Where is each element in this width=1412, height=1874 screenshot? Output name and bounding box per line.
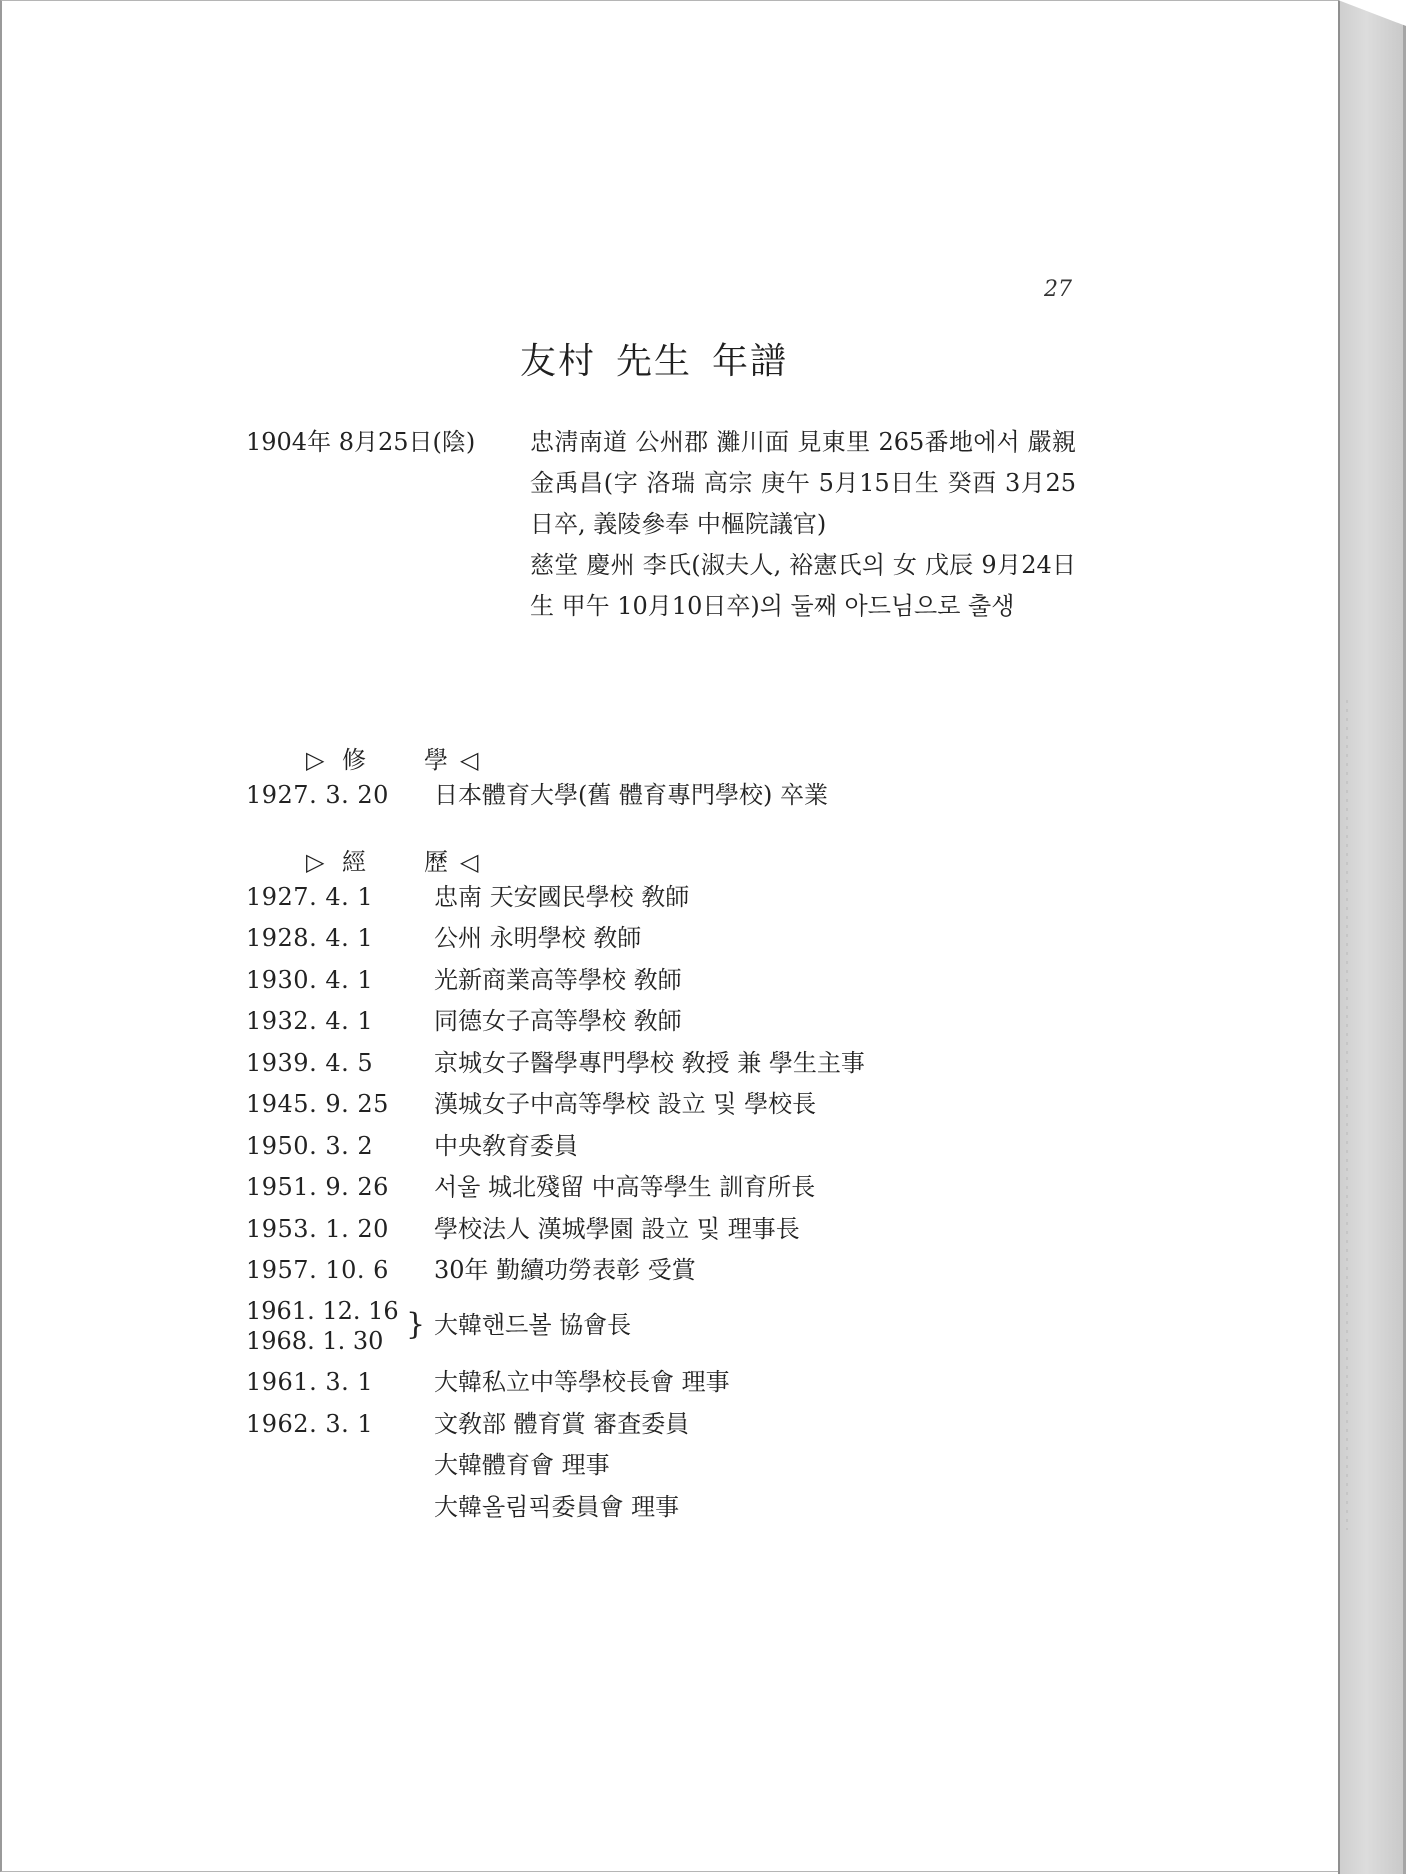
entry-date-from: 1961. 12. 16	[246, 1297, 399, 1325]
page-stack-edge	[1338, 0, 1406, 1874]
entry-text: 文敎部 體育賞 審査委員	[434, 1410, 690, 1438]
entry-date: 1928. 4. 1	[246, 924, 374, 952]
chronology-entry	[246, 778, 828, 812]
entry-date: 1932. 4. 1	[246, 1007, 374, 1035]
birth-text	[530, 422, 1076, 627]
entry-date: 1962. 3. 1	[246, 1410, 374, 1438]
entry-text: 光新商業高等學校 敎師	[434, 966, 682, 994]
entry-date-range	[246, 1296, 399, 1356]
brace-symbol: }	[406, 1307, 426, 1342]
title-word-3: 年譜	[712, 341, 789, 382]
close-triangle-icon: ◁	[460, 848, 479, 876]
entry-text: 서울 城北殘留 中高等學生 訓育所長	[434, 1173, 816, 1201]
entry-text: 同德女子高等學校 敎師	[434, 1007, 682, 1035]
entry-text: 30年 勤續功勞表彰 受賞	[434, 1256, 696, 1284]
scan-artifact	[1346, 700, 1348, 1530]
entry-text: 大韓私立中等學校長會 理事	[434, 1368, 730, 1396]
entry-date-to: 1968. 1. 30	[246, 1327, 384, 1355]
entry-date: 1961. 3. 1	[246, 1368, 374, 1396]
entry-text: 大韓體育會 理事	[434, 1451, 610, 1479]
entry-date: 1927. 3. 20	[246, 781, 389, 809]
section-label: 修	[342, 746, 366, 774]
section-label: 學	[424, 746, 448, 774]
birth-date: 1904年 8月25日(陰)	[246, 428, 476, 456]
entry-text: 漢城女子中高等學校 設立 및 學校長	[434, 1090, 817, 1118]
chronology-entry	[246, 1407, 689, 1441]
entry-date: 1957. 10. 6	[246, 1256, 389, 1284]
entry-date: 1927. 4. 1	[246, 883, 374, 911]
birth-paragraph: 忠淸南道 公州郡 灘川面 見東里 265番地에서 嚴親 金禹昌(字 洛瑞 高宗 庚午 5月15日生 癸酉 3月25日卒, 義陵參奉 中樞院議官)	[530, 428, 1076, 538]
chronology-entry	[246, 1129, 578, 1163]
entry-text: 日本體育大學(舊 體育專門學校) 卒業	[434, 781, 828, 809]
entry-text: 中央敎育委員	[434, 1132, 578, 1160]
chronology-entry	[246, 1087, 816, 1121]
title-word-2: 先生	[616, 341, 693, 382]
chronology-entry	[246, 921, 641, 955]
entry-text: 京城女子醫學專門學校 敎授 兼 學生主事	[434, 1049, 865, 1077]
section-heading-career	[306, 842, 478, 877]
chronology-entry	[246, 880, 689, 914]
chronology-entry	[246, 963, 682, 997]
entry-text: 學校法人 漢城學園 設立 및 理事長	[434, 1215, 800, 1243]
chronology-entry	[246, 1004, 682, 1038]
entry-date: 1939. 4. 5	[246, 1049, 374, 1077]
chronology-entry-continued	[434, 1448, 610, 1482]
section-label: 經	[342, 848, 366, 876]
title-word-1: 友村	[520, 341, 597, 382]
birth-paragraph: 慈堂 慶州 李氏(淑夫人, 裕憲氏의 女 戊辰 9月24日生 甲午 10月10日卒)의 둘째 아드님으로 출생	[530, 551, 1076, 620]
entry-date: 1930. 4. 1	[246, 966, 374, 994]
chronology-entry	[246, 1253, 696, 1287]
entry-text: 大韓올림픽委員會 理事	[434, 1493, 680, 1521]
chronology-entry	[246, 1365, 730, 1399]
entry-date: 1950. 3. 2	[246, 1132, 374, 1160]
entry-date: 1951. 9. 26	[246, 1173, 389, 1201]
entry-text: 忠南 天安國民學校 敎師	[434, 883, 690, 911]
chronology-entry	[246, 1170, 815, 1204]
page-title	[520, 333, 808, 384]
entry-date: 1953. 1. 20	[246, 1215, 389, 1243]
chronology-entry	[246, 1212, 800, 1246]
section-heading-education	[306, 740, 478, 775]
close-triangle-icon: ◁	[460, 746, 479, 774]
open-triangle-icon: ▷	[306, 848, 325, 876]
section-label: 歷	[424, 848, 448, 876]
entry-date: 1945. 9. 25	[246, 1090, 389, 1118]
chronology-entry	[246, 1046, 865, 1080]
entry-text: 公州 永明學校 敎師	[434, 924, 642, 952]
chronology-entry-continued	[434, 1490, 679, 1524]
page-number: 27	[1044, 277, 1072, 302]
open-triangle-icon: ▷	[306, 746, 325, 774]
entry-text: 大韓핸드볼 協會長	[434, 1311, 632, 1339]
